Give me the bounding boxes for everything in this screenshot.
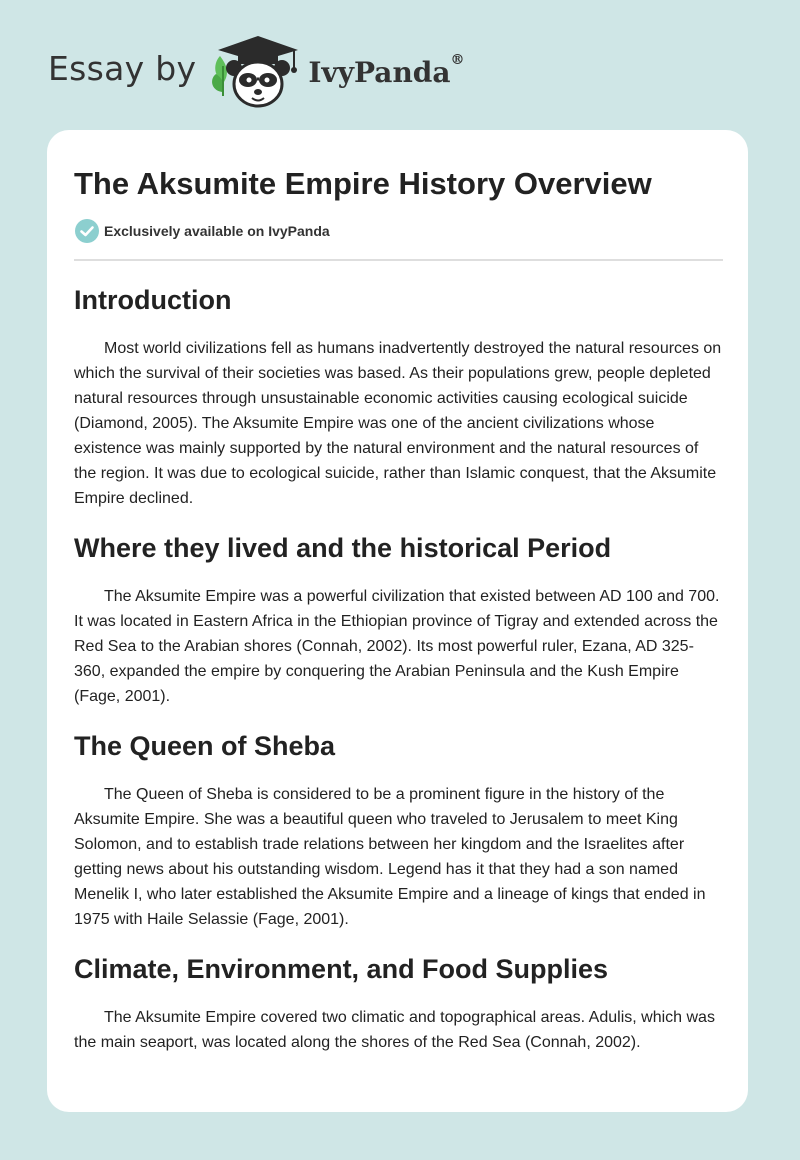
page-title: The Aksumite Empire History Overview	[74, 166, 652, 201]
section-paragraph: Most world civilizations fell as humans inadvertently destroyed the natural resources on which the survival of their societies was based. As their populations grew, people depleted natural resources through unsustainable economic activities causing ecological suicide (Diamond, 2005). The Aksumite Empire was one of the ancient civilizations whose existence was mainly supported by the natural environment and the natural resources of the region. It was due to ecological suicide, rather than Islamic conquest, that the Aksumite Empire declined.	[74, 340, 722, 507]
brand-header	[48, 32, 465, 112]
section-climate	[74, 952, 723, 1055]
section-heading: Where they lived and the historical Period	[74, 533, 612, 563]
section-where-they-lived	[74, 531, 723, 709]
panda-logo-icon[interactable]	[210, 32, 306, 112]
section-paragraph: The Queen of Sheba is considered to be a prominent figure in the history of the Aksumite Empire. She was a beautiful queen who traveled to Jerusalem to meet King Solomon, and to establish trade relations between her kingdom and the Israelites after getting news about his outstanding wisdom. Legend has it that they had a son named Menelik I, who later established the Aksumite Empire and a lineage of kings that ended in 1975 with Haile Selassie (Fage, 2001).	[74, 786, 706, 928]
section-queen-of-sheba	[74, 729, 723, 932]
title-divider	[74, 259, 723, 261]
badge-label: Exclusively available on IvyPanda	[104, 223, 330, 239]
check-badge-icon	[74, 218, 100, 244]
brand-name-text: IvyPanda	[308, 55, 451, 89]
registered-mark: ®	[450, 51, 465, 68]
section-heading: Climate, Environment, and Food Supplies	[74, 954, 609, 984]
brand-prefix: Essay by	[48, 48, 197, 88]
section-introduction	[74, 283, 723, 511]
brand-name[interactable]	[308, 51, 465, 89]
exclusive-badge	[74, 218, 723, 244]
article-card	[47, 130, 748, 1112]
section-paragraph: The Aksumite Empire covered two climatic and topographical areas. Adulis, which was the main seaport, was located along the shores of the Red Sea (Connah, 2002).	[74, 1009, 715, 1051]
section-heading: The Queen of Sheba	[74, 731, 336, 761]
section-heading: Introduction	[74, 285, 232, 315]
section-paragraph: The Aksumite Empire was a powerful civilization that existed between AD 100 and 700. It was located in Eastern Africa in the Ethiopian province of Tigray and extended across the Red Sea to the Arabian shores (Connah, 2002). Its most powerful ruler, Ezana, AD 325-360, expanded the empire by conquering the Arabian Peninsula and the Kush Empire (Fage, 2001).	[74, 588, 720, 705]
